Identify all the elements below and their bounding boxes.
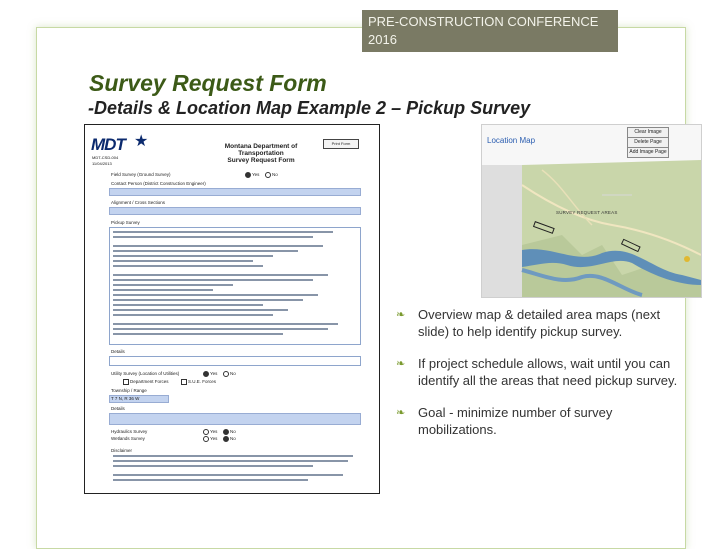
bullet-item: [396, 307, 696, 340]
bullet-text: Goal - minimize number of survey mobilizations.: [418, 405, 613, 437]
alignment-label: Alignment / Cross Sections: [111, 200, 166, 205]
township-value: T 7 N, R 36 W: [111, 396, 140, 401]
slide-subtitle: -Details & Location Map Example 2 – Pickup Survey: [88, 98, 531, 118]
wetlands-no-radio[interactable]: [223, 436, 229, 442]
field-survey-label: Field Survey (Ground Survey): [111, 172, 171, 177]
text-line: [113, 455, 353, 457]
road-marker: [684, 256, 690, 262]
map-margin: [482, 165, 522, 297]
text-line: [113, 255, 273, 257]
form-name: Survey Request Form: [227, 157, 295, 164]
wetlands-survey-label: Wetlands Survey: [111, 436, 145, 441]
utility-survey-no-radio[interactable]: [223, 371, 229, 377]
leaf-bullet-icon: ❧: [396, 358, 406, 370]
hydraulics-yes-label: Yes: [210, 429, 218, 434]
form-header: [205, 143, 317, 164]
contact-person-label: Contact Person (District Construction Engineer): [111, 181, 206, 186]
survey-request-form-image: [84, 124, 380, 494]
text-line: [113, 231, 333, 233]
conference-header: [362, 10, 618, 52]
text-line: [113, 284, 233, 286]
text-line: [113, 289, 213, 291]
department-name: Montana Department of Transportation: [224, 143, 298, 157]
text-line: [113, 299, 303, 301]
form-date-line: 11/04/2013: [92, 161, 112, 166]
delete-page-button[interactable]: Delete Page: [627, 137, 669, 148]
utility-details-label: Details: [111, 406, 125, 411]
department-forces-label: Department Forces: [130, 379, 169, 384]
bullet-item: [396, 405, 696, 438]
text-line: [113, 328, 328, 330]
wetlands-no-label: No: [230, 436, 236, 441]
department-forces-checkbox[interactable]: [123, 379, 129, 385]
text-line: [113, 465, 313, 467]
star-icon: ★: [134, 133, 149, 150]
field-survey-no-label: No: [272, 172, 278, 177]
survey-request-areas-label: SURVEY REQUEST AREAS: [556, 210, 618, 215]
text-line: [113, 236, 313, 238]
text-line: [113, 265, 263, 267]
clear-image-button[interactable]: Clear Image: [627, 127, 669, 138]
utility-survey-yes-label: Yes: [210, 371, 218, 376]
bullet-text: If project schedule allows, wait until you can identify all the areas that need pickup survey.: [418, 356, 678, 388]
township-label: Township / Range: [111, 388, 147, 393]
location-map-title: Location Map: [487, 136, 536, 145]
text-line: [113, 323, 338, 325]
field-survey-yes-label: Yes: [252, 172, 260, 177]
slide-title: Survey Request Form: [89, 70, 327, 96]
conference-header-line1: PRE-CONSTRUCTION CONFERENCE: [368, 14, 599, 29]
wetlands-yes-label: Yes: [210, 436, 218, 441]
field-survey-no-radio[interactable]: [265, 172, 271, 178]
text-line: [113, 304, 263, 306]
bullet-list: [396, 307, 696, 454]
print-form-button[interactable]: Print Form: [323, 139, 359, 149]
utility-survey-no-label: No: [230, 371, 236, 376]
utility-survey-label: Utility Survey (Location of Utilities): [111, 371, 180, 376]
text-line: [113, 245, 323, 247]
alignment-field[interactable]: [109, 207, 361, 215]
leaf-bullet-icon: ❧: [396, 407, 406, 419]
field-survey-yes-radio[interactable]: [245, 172, 251, 178]
text-line: [113, 474, 343, 476]
wetlands-yes-radio[interactable]: [203, 436, 209, 442]
text-line: [113, 250, 298, 252]
text-line: [113, 309, 288, 311]
mdt-logo: MDT: [91, 135, 125, 154]
hydraulics-no-label: No: [230, 429, 236, 434]
add-image-page-button[interactable]: Add Image Page: [627, 147, 669, 158]
bullet-text: Overview map & detailed area maps (next slide) to help identify pickup survey.: [418, 307, 661, 339]
sue-forces-checkbox[interactable]: [181, 379, 187, 385]
text-line: [113, 479, 308, 481]
utility-survey-yes-radio[interactable]: [203, 371, 209, 377]
conference-header-line2: 2016: [368, 32, 397, 47]
text-line: [113, 294, 318, 296]
bullet-item: [396, 356, 696, 389]
contact-person-field[interactable]: [109, 188, 361, 196]
utility-details-field[interactable]: [109, 413, 361, 425]
leaf-bullet-icon: ❧: [396, 309, 406, 321]
details-field[interactable]: [109, 356, 361, 366]
text-line: [113, 279, 313, 281]
hydraulics-no-radio[interactable]: [223, 429, 229, 435]
hydraulics-yes-radio[interactable]: [203, 429, 209, 435]
text-line: [113, 333, 283, 335]
sue-forces-label: S.U.E. Forces: [188, 379, 217, 384]
text-line: [113, 314, 273, 316]
hydraulics-survey-label: Hydraulics Survey: [111, 429, 148, 434]
form-id-line: MDT-CSD-004: [92, 155, 119, 160]
details-label: Details: [111, 349, 125, 354]
text-line: [113, 460, 348, 462]
text-line: [113, 274, 328, 276]
text-line: [113, 260, 253, 262]
pickup-survey-label: Pickup Survey: [111, 220, 140, 225]
disclaimer-label: Disclaimer: [111, 448, 133, 453]
form-id: [92, 155, 118, 167]
